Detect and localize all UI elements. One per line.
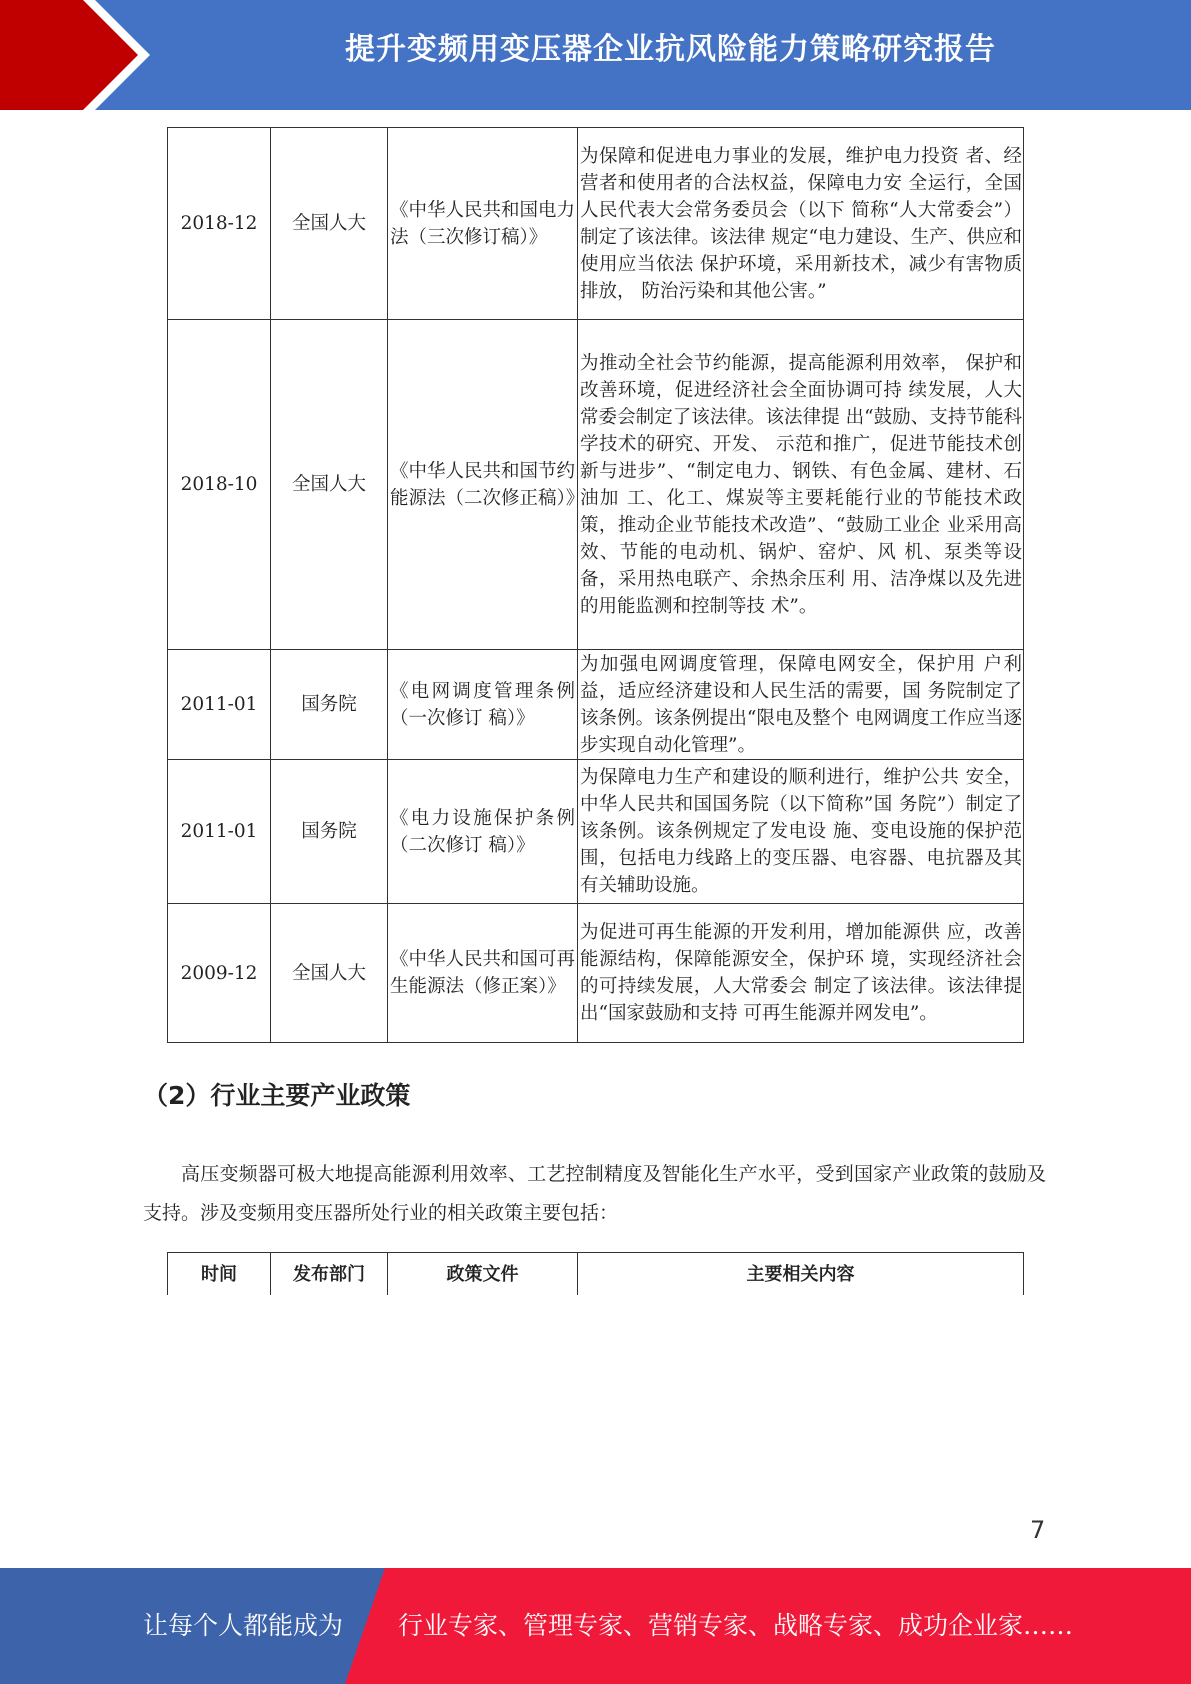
table-row: [168, 128, 1024, 320]
department-cell: 国务院: [271, 760, 388, 904]
header-content: 主要相关内容: [578, 1253, 1024, 1296]
date-cell: 2011-01: [168, 760, 271, 904]
document-cell: 《中华人民共和国电力法（三次修订稿）》: [388, 128, 578, 320]
date-cell: 2009-12: [168, 904, 271, 1043]
department-cell: 全国人大: [271, 320, 388, 650]
page-header: [0, 0, 1191, 110]
date-cell: 2018-12: [168, 128, 271, 320]
content-cell: 为促进可再生能源的开发利用，增加能源供 应，改善能源结构，保障能源安全，保护环 境，实现经济社会的可持续发展，人大常委会 制定了该法律。该法律提出“国家鼓励和支持 可再生能源并网发电”。: [578, 904, 1024, 1043]
table-row: [168, 320, 1024, 650]
page-number: 7: [1030, 1516, 1046, 1544]
document-cell: 《中华人民共和国可再生能源法（修正案）》: [388, 904, 578, 1043]
footer-slogan-right: 行业专家、管理专家、营销专家、战略专家、成功企业家……: [398, 1611, 1074, 1640]
report-title: 提升变频用变压器企业抗风险能力策略研究报告: [345, 32, 996, 67]
header-document: 政策文件: [388, 1253, 578, 1296]
header-department: 发布部门: [271, 1253, 388, 1296]
content-cell: 为加强电网调度管理，保障电网安全，保护用 户利益，适应经济建设和人民生活的需要，国 务院制定了该条例。该条例提出“限电及整个 电网调度工作应当逐步实现自动化管理”。: [578, 650, 1024, 760]
industry-policy-table: [167, 1252, 1024, 1295]
header-date: 时间: [168, 1253, 271, 1296]
department-cell: 国务院: [271, 650, 388, 760]
table-row: [168, 650, 1024, 760]
content-cell: 为保障和促进电力事业的发展，维护电力投资 者、经营者和使用者的合法权益，保障电力安 全运行，全国人民代表大会常务委员会（以下 简称“人大常委会”）制定了该法律。该法律 规定“电力建设、生产、供应和使用应当依法 保护环境，采用新技术，减少有害物质排放， 防治污染和其他公害。”: [578, 128, 1024, 320]
law-table: [167, 127, 1024, 1043]
section-heading: （2）行业主要产业政策: [143, 1081, 411, 1110]
document-cell: 《中华人民共和国节约能源法（二次修正稿）》: [388, 320, 578, 650]
department-cell: 全国人大: [271, 904, 388, 1043]
content-cell: 为推动全社会节约能源，提高能源利用效率， 保护和改善环境，促进经济社会全面协调可持 续发展，人大常委会制定了该法律。该法律提 出“鼓励、支持节能科学技术的研究、开发、 示范和推广，促进节能技术创新与进步”、“制定电力、钢铁、有色金属、建材、石油加 工、化工、煤炭等主要耗能行业的节能技术政 策，推动企业节能技术改造”、“鼓励工业企 业采用高效、节能的电动机、锅炉、窑炉、风 机、泵类等设备，采用热电联产、余热余压利 用、洁净煤以及先进的用能监测和控制等技 术”。: [578, 320, 1024, 650]
table-header-row: [168, 1253, 1024, 1296]
document-cell: 《电力设施保护条例（二次修订 稿）》: [388, 760, 578, 904]
date-cell: 2018-10: [168, 320, 271, 650]
section-paragraph: 高压变频器可极大地提高能源利用效率、工艺控制精度及智能化生产水平，受到国家产业政策的鼓励及支持。涉及变频用变压器所处行业的相关政策主要包括：: [143, 1163, 1046, 1224]
header-arrow-decoration: [0, 0, 138, 110]
department-cell: 全国人大: [271, 128, 388, 320]
page-footer: [0, 1568, 1191, 1684]
content-cell: 为保障电力生产和建设的顺利进行，维护公共 安全，中华人民共和国国务院（以下简称”国 务院”）制定了该条例。该条例规定了发电设 施、变电设施的保护范围，包括电力线路上的变压器、电容器、电抗器及其有关辅助设施。: [578, 760, 1024, 904]
date-cell: 2011-01: [168, 650, 271, 760]
table-row: [168, 904, 1024, 1043]
document-cell: 《电网调度管理条例（一次修订 稿）》: [388, 650, 578, 760]
footer-slogan-left: 让每个人都能成为: [143, 1611, 344, 1640]
table-row: [168, 760, 1024, 904]
